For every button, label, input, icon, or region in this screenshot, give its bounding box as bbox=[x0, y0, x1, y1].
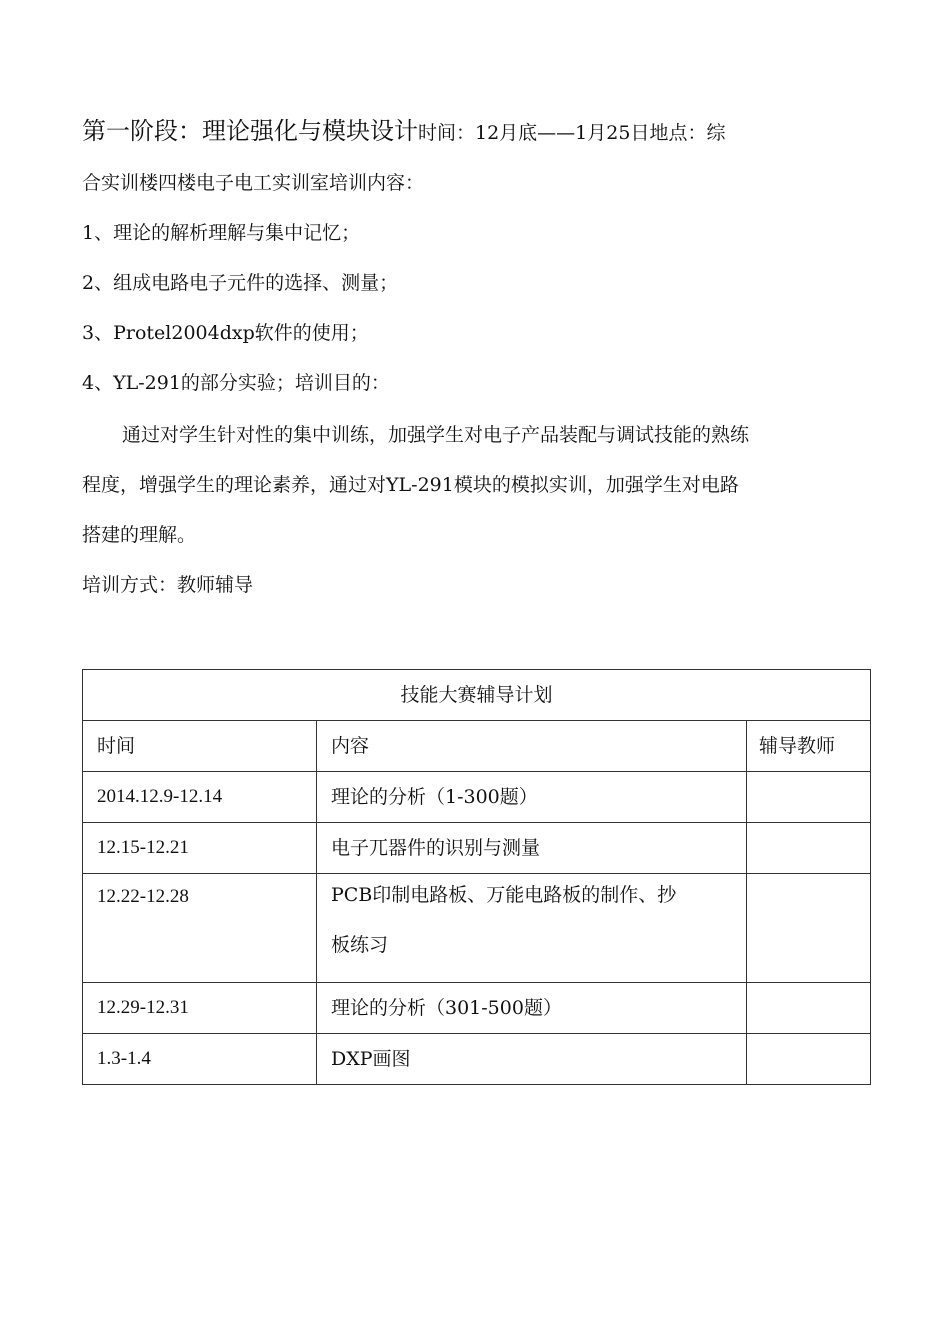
table-row bbox=[83, 823, 871, 874]
table-row bbox=[83, 1034, 871, 1085]
content-item-3: 3、Protel2004dxp软件的使用； bbox=[82, 322, 369, 344]
row-teacher bbox=[747, 1034, 871, 1085]
table-row bbox=[83, 772, 871, 823]
table-header-row bbox=[83, 721, 871, 772]
training-method: 培训方式：教师辅导 bbox=[82, 574, 254, 596]
training-plan-table bbox=[82, 669, 871, 1085]
row-time: 1.3-1.4 bbox=[83, 1034, 317, 1085]
stage-title: 第一阶段：理论强化与模块设计 bbox=[82, 117, 418, 145]
content-item-2: 2、组成电路电子元件的选择、测量； bbox=[82, 272, 399, 294]
row-teacher bbox=[747, 823, 871, 874]
row-content-line-1: PCB印制电路板、万能电路板的制作、抄 bbox=[331, 884, 677, 906]
row-content: DXP画图 bbox=[317, 1034, 747, 1085]
row-time: 12.22-12.28 bbox=[83, 874, 317, 983]
purpose-line-1: 通过对学生针对性的集中训练，加强学生对电子产品装配与调试技能的熟练 bbox=[122, 424, 750, 446]
table-row bbox=[83, 874, 871, 983]
purpose-line-3: 搭建的理解。 bbox=[82, 524, 197, 546]
row-content: 理论的分析（1-300题） bbox=[317, 772, 747, 823]
header-teacher: 辅导教师 bbox=[747, 721, 871, 772]
row-teacher bbox=[747, 772, 871, 823]
stage-time-location: 时间：12月底——1月25日地点：综 bbox=[418, 122, 726, 144]
header-content: 内容 bbox=[317, 721, 747, 772]
header-time: 时间 bbox=[83, 721, 317, 772]
row-teacher bbox=[747, 983, 871, 1034]
purpose-line-2: 程度，增强学生的理论素养，通过对YL-291模块的模拟实训，加强学生对电路 bbox=[82, 474, 739, 496]
row-content bbox=[317, 874, 747, 983]
location-line: 合实训楼四楼电子电工实训室培训内容： bbox=[82, 172, 425, 194]
row-content: 电子兀器件的识别与测量 bbox=[317, 823, 747, 874]
table-row bbox=[83, 983, 871, 1034]
table-title-row bbox=[83, 670, 871, 721]
table-title: 技能大赛辅导计划 bbox=[83, 670, 871, 721]
row-teacher bbox=[747, 874, 871, 983]
content-item-4: 4、YL-291的部分实验；培训目的： bbox=[82, 372, 390, 394]
row-time: 12.15-12.21 bbox=[83, 823, 317, 874]
row-time: 2014.12.9-12.14 bbox=[83, 772, 317, 823]
stage-heading-line bbox=[82, 118, 872, 146]
row-time: 12.29-12.31 bbox=[83, 983, 317, 1034]
row-content-line-2: 板练习 bbox=[331, 934, 389, 956]
content-item-1: 1、理论的解析理解与集中记忆； bbox=[82, 222, 361, 244]
row-content: 理论的分析（301-500题） bbox=[317, 983, 747, 1034]
